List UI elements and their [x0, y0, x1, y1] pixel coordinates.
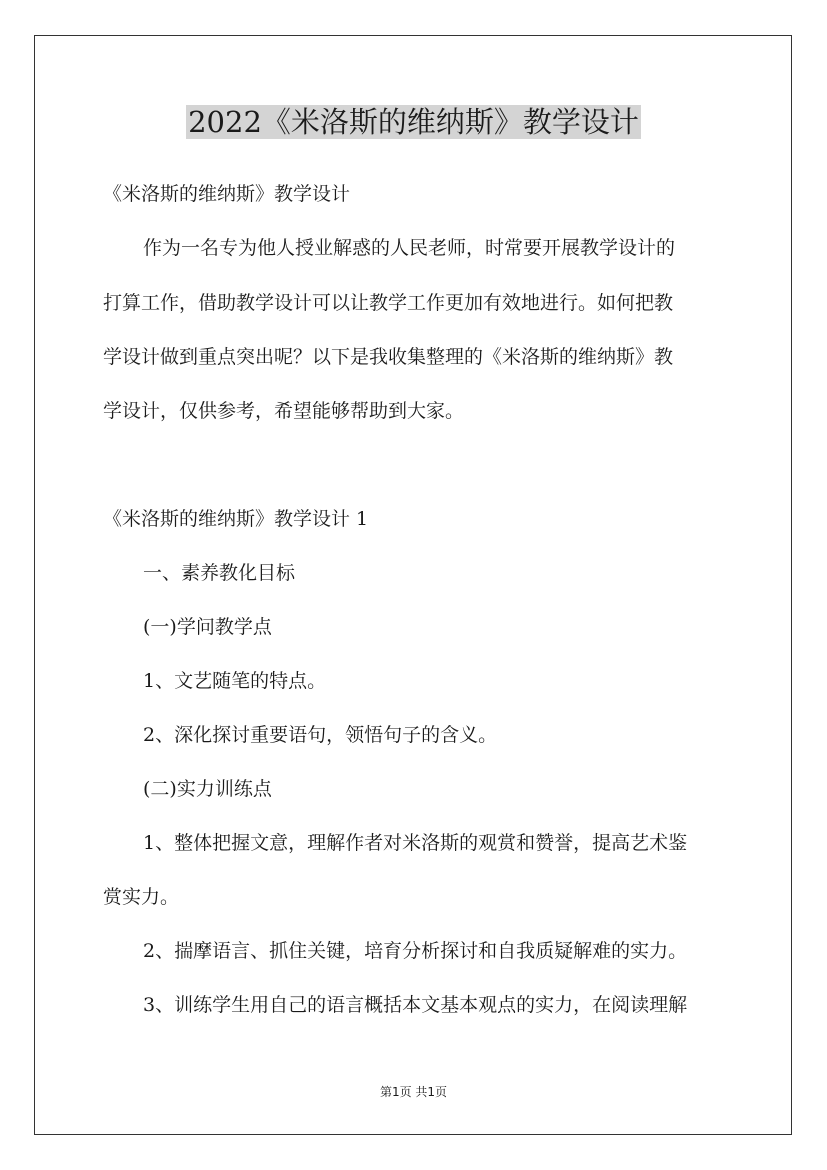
- document-title: 2022《米洛斯的维纳斯》教学设计: [188, 105, 639, 139]
- intro-line: 作为一名专为他人授业解惑的人民老师，时常要开展教学设计的: [143, 237, 676, 259]
- body-line: (一)学问教学点: [143, 616, 272, 638]
- body-line: 1、整体把握文意，理解作者对米洛斯的观赏和赞誉，提高艺术鉴: [143, 832, 688, 854]
- document-subtitle: 《米洛斯的维纳斯》教学设计: [103, 183, 351, 205]
- body-line: 3、训练学生用自己的语言概括本文基本观点的实力，在阅读理解: [143, 994, 688, 1016]
- page-footer: 第1页 共1页: [379, 1085, 448, 1099]
- intro-line: 学设计做到重点突出呢？以下是我收集整理的《米洛斯的维纳斯》教: [103, 346, 674, 368]
- body-line: 1、文艺随笔的特点。: [143, 670, 327, 692]
- body-line: 一、素养教化目标: [143, 562, 296, 584]
- body-line: (二)实力训练点: [143, 778, 272, 800]
- intro-line: 学设计，仅供参考，希望能够帮助到大家。: [103, 400, 465, 422]
- body-line: 2、深化探讨重要语句，领悟句子的含义。: [143, 724, 498, 746]
- intro-line: 打算工作，借助教学设计可以让教学工作更加有效地进行。如何把教: [103, 292, 674, 314]
- body-line: 2、揣摩语言、抓住关键，培育分析探讨和自我质疑解难的实力。: [143, 940, 688, 962]
- body-line: 赏实力。: [103, 886, 180, 908]
- section-heading: 《米洛斯的维纳斯》教学设计 1: [103, 508, 369, 530]
